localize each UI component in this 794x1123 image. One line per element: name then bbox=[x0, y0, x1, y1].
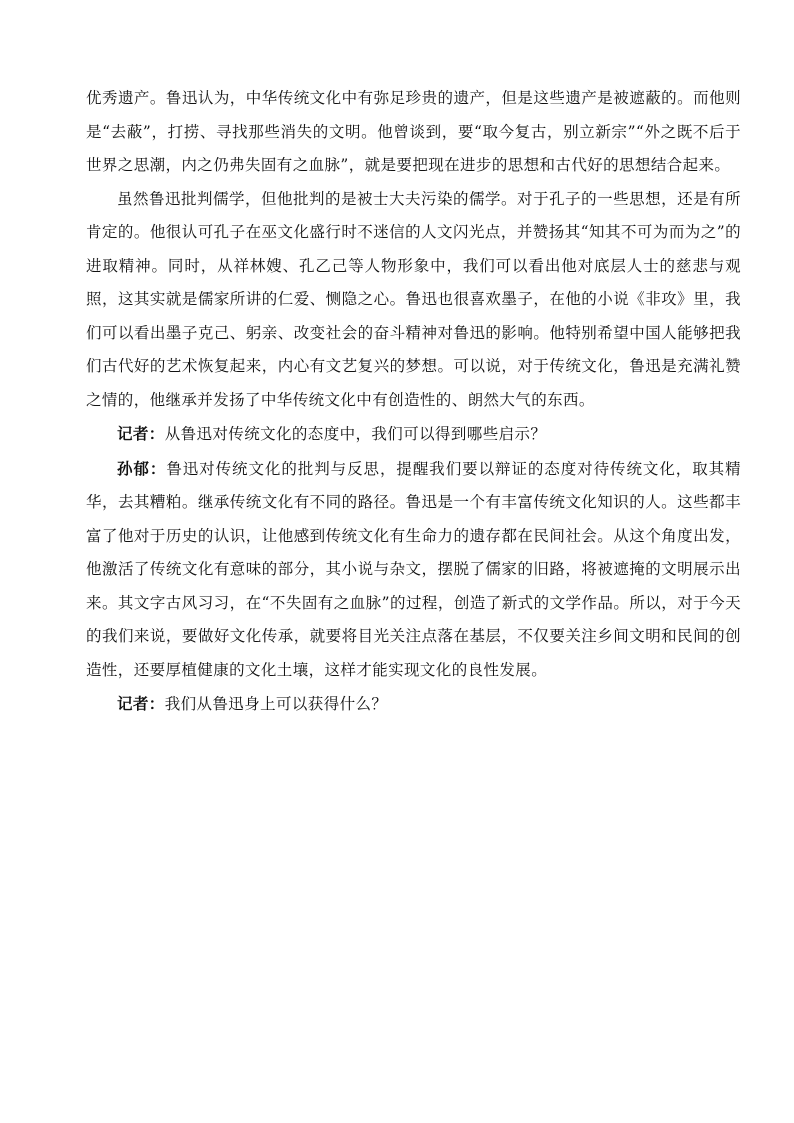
speaker-label: 孙郁： bbox=[117, 458, 167, 478]
question-text: 从鲁迅对传统文化的态度中，我们可以得到哪些启示？ bbox=[164, 425, 547, 443]
paragraph-confucianism bbox=[86, 183, 741, 418]
paragraph-text: 虽然鲁迅批判儒学，但他批判的是被士大夫污染的儒学。对于孔子的一些思想，还是有所肯定的。他很认可孔子在巫文化盛行时不迷信的人文闪光点，并赞扬其“知其不可为而为之”的进取精神。同时，从祥林嫂、孔乙己等人物形象中，我们可以看出他对底层人士的慈悲与观照，这其实就是儒家所讲的仁爱、恻隐之心。鲁迅也很喜欢墨子，在他的小说《非攻》里，我们可以看出墨子克己、躬亲、改变社会的奋斗精神对鲁迅的影响。他特别希望中国人能够把我们古代好的艺术恢复起来，内心有文艺复兴的梦想。可以说，对于传统文化，鲁迅是充满礼赞之情的，他继承并发扬了中华传统文化中有创造性的、朗然大气的东西。 bbox=[86, 189, 741, 409]
speaker-label: 记者： bbox=[117, 694, 165, 713]
reporter-question-2 bbox=[86, 687, 741, 722]
answer-text: 鲁迅对传统文化的批判与反思，提醒我们要以辩证的态度对待传统文化，取其精华，去其糟粕。继承传统文化有不同的路径。鲁迅是一个有丰富传统文化知识的人。这些都丰富了他对于历史的认识，让他感到传统文化有生命力的遗存都在民间社会。从这个角度出发，他激活了传统文化有意味的部分，其小说与杂文，摆脱了儒家的旧路，将被遮掩的文明展示出来。其文字古风习习，在“不失固有之血脉”的过程，创造了新式的文学作品。所以，对于今天的我们来说，要做好文化传承，就要将目光关注点落在基层，不仅要关注乡间文明和民间的创造性，还要厚植健康的文化土壤，这样才能实现文化的良性发展。 bbox=[86, 459, 741, 679]
question-text: 我们从鲁迅身上可以获得什么？ bbox=[164, 695, 388, 713]
interviewee-answer bbox=[86, 452, 741, 688]
paragraph-text: 优秀遗产。鲁迅认为，中华传统文化中有弥足珍贵的遗产，但是这些遗产是被遮蔽的。而他则是“去蔽”，打捞、寻找那些消失的文明。他曾谈到，要“取今复古，别立新宗”“外之既不后于世界之思潮，内之仍弗失固有之血脉”，就是要把现在进步的思想和古代好的思想结合起来。 bbox=[86, 89, 741, 174]
reporter-question-1 bbox=[86, 417, 741, 452]
speaker-label: 记者： bbox=[117, 424, 165, 443]
paragraph-continuation bbox=[86, 82, 741, 183]
article-body bbox=[86, 82, 741, 722]
